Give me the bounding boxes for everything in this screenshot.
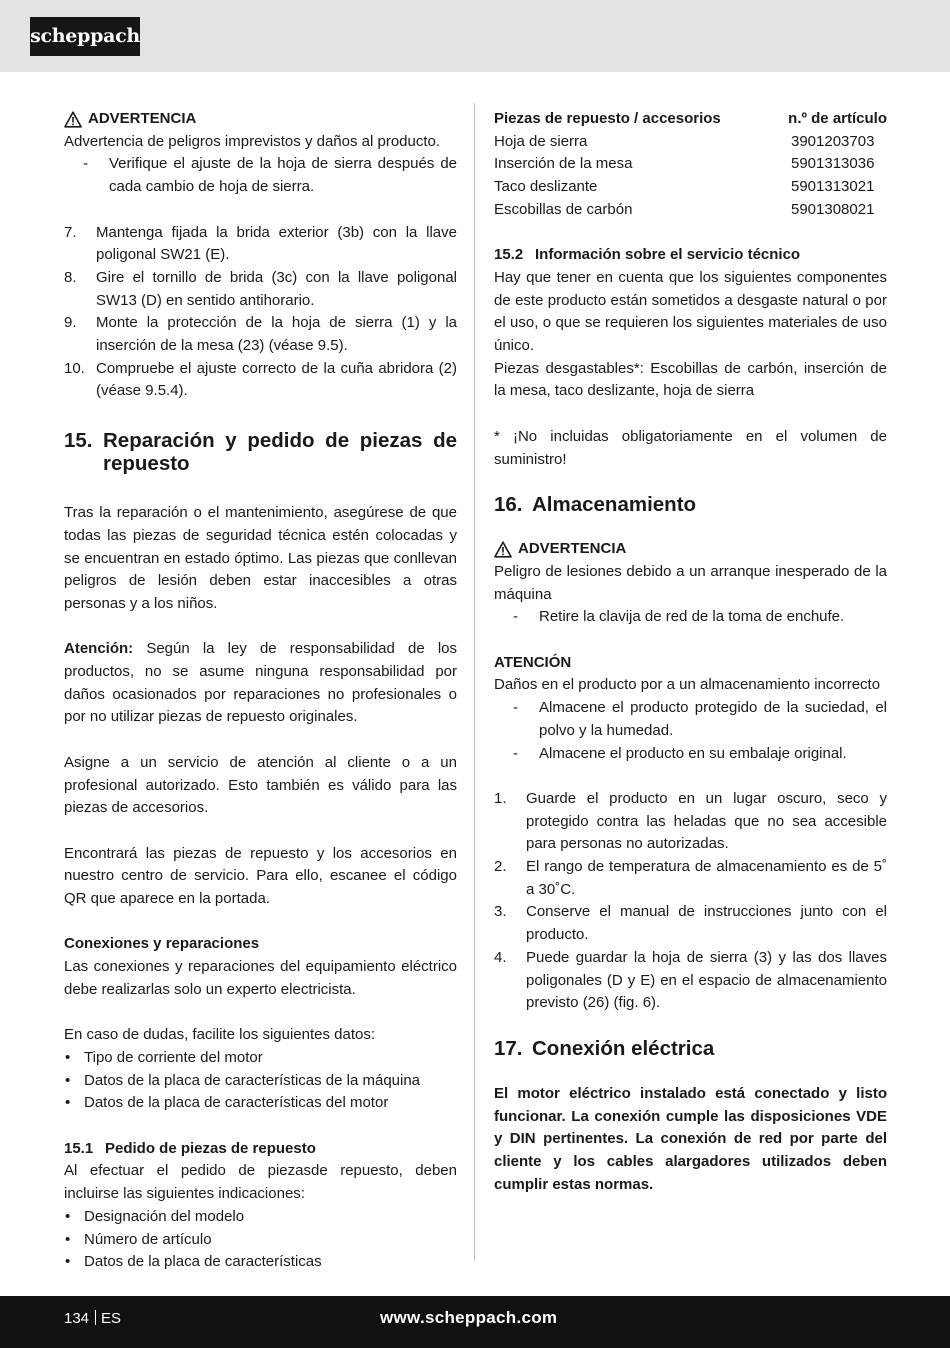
list-item: - Verifique el ajuste de la hoja de sierra después de cada cambio de hoja de sierra. [83, 155, 457, 196]
right-column [494, 108, 887, 1196]
page-number: 134 ES [64, 1310, 122, 1327]
parts-table-header: Piezas de repuesto / accesorios n.º de artículo [494, 110, 887, 127]
warning-heading: ADVERTENCIA [494, 538, 887, 561]
section-heading-17: 17. Conexión eléctrica [494, 1036, 715, 1060]
section-heading-16: 16. Almacenamiento [494, 493, 697, 517]
list-item: - Almacene el producto protegido de la suciedad, el polvo y la humedad. [513, 699, 887, 739]
paragraph: Al efectuar el pedido de piezasde repuesto, deben incluirse las siguientes indicaciones: [64, 1162, 457, 1203]
attention-heading: ATENCIÓN [494, 653, 572, 671]
step-item: 1. Guarde el producto en un lugar oscuro, seco y protegido contra las heladas que no sea accesible para personas no autorizadas. [494, 789, 887, 853]
step-item: 4. Puede guardar la hoja de sierra (3) y las dos llaves poligonales (D y E) en el espacio de almacenamiento previsto (26) (fig. 6). [494, 948, 887, 1012]
bullet-item: • Designación del modelo [65, 1207, 245, 1225]
bullet-item: • Número de artículo [65, 1230, 212, 1248]
page-header [0, 0, 950, 72]
paragraph: Hay que tener en cuenta que los siguientes componentes de este producto están sometidos a desgaste natural o por el uso, o que se requieren los siguientes materiales de uso único. [494, 268, 887, 355]
list-item: - Almacene el producto en su embalaje original. [513, 744, 847, 762]
attention-text: Daños en el producto por a un almacenamiento incorrecto [494, 676, 881, 694]
paragraph: Las conexiones y reparaciones del equipamiento eléctrico debe realizarlas solo un experto electricista. [64, 958, 457, 998]
paragraph: Asigne a un servicio de atención al cliente o a un profesional autorizado. Esto también es válido para las piezas de accesorios. [64, 753, 457, 817]
warning-text: Peligro de lesiones debido a un arranque inesperado de la máquina [494, 562, 887, 603]
connections-heading: Conexiones y reparaciones [64, 935, 260, 953]
column-divider [474, 103, 475, 1261]
warning-triangle-icon [64, 111, 82, 128]
list-item: - Retire la clavija de red de la toma de enchufe. [513, 608, 845, 626]
footnote: * ¡No incluidas obligatoriamente en el volumen de suministro! [494, 427, 887, 468]
attention-paragraph: Atención: Según la ley de responsabilidad de los productos, no se asume ninguna responsabilidad por daños ocasionados por reparaciones no profesionales o por no utilizar piezas de repuesto originales. [64, 640, 457, 726]
page-footer [0, 1296, 950, 1348]
bullet-item: • Tipo de corriente del motor [65, 1048, 263, 1066]
bullet-item: • Datos de la placa de características [65, 1253, 322, 1271]
step-item: 9. Monte la protección de la hoja de sierra (1) y la inserción de la mesa (23) (véase 9.5). [64, 314, 457, 355]
table-row: Hoja de sierra 3901203703 [494, 132, 875, 150]
step-item: 10. Compruebe el ajuste correcto de la cuña abridora (2) (véase 9.5.4). [64, 359, 457, 400]
warning-text: Advertencia de peligros imprevistos y daños al producto. [64, 132, 441, 150]
table-row: Inserción de la mesa 5901313036 [494, 155, 875, 173]
scheppach-logo [30, 17, 140, 56]
table-row: Escobillas de carbón 5901308021 [494, 200, 875, 218]
paragraph: En caso de dudas, facilite los siguientes datos: [64, 1026, 376, 1044]
step-item: 8. Gire el tornillo de brida (3c) con la llave poligonal SW13 (D) en sentido antihorario. [64, 268, 457, 309]
paragraph: Tras la reparación o el mantenimiento, asegúrese de que todas las piezas de seguridad técnica estén colocadas y se encuentran en estado óptimo. Las piezas que conllevan peligros de lesión deben estar inaccesibles a otras personas y a los niños. [64, 504, 457, 612]
warning-heading: ADVERTENCIA [64, 108, 457, 131]
step-item: 3. Conserve el manual de instrucciones junto con el producto. [494, 903, 887, 944]
table-row: Taco deslizante 5901313021 [494, 178, 875, 196]
left-column [64, 108, 457, 1274]
step-item: 7. Mantenga fijada la brida exterior (3b) con la llave poligonal SW21 (E). [64, 223, 457, 264]
logo-text: scheppach [30, 25, 140, 47]
paragraph: Piezas desgastables*: Escobillas de carbón, inserción de la mesa, taco deslizante, hoja de sierra [494, 359, 887, 400]
bullet-item: • Datos de la placa de características del motor [65, 1094, 389, 1112]
bullet-item: • Datos de la placa de características de la máquina [65, 1071, 421, 1089]
subsection-heading-15-1: 15.1 Pedido de piezas de repuesto [64, 1139, 316, 1157]
warning-triangle-icon [494, 541, 512, 558]
section-heading-15: 15. Reparación y pedido de piezas de repuesto [64, 429, 457, 476]
step-item: 2. El rango de temperatura de almacenamiento es de 5˚ a 30˚C. [494, 858, 887, 898]
website-url: www.scheppach.com [380, 1308, 558, 1327]
paragraph: Encontrará las piezas de repuesto y los accesorios en nuestro centro de servicio. Para ello, escanee el código QR que aparece en la portada. [64, 844, 457, 908]
paragraph: El motor eléctrico instalado está conectado y listo funcionar. La conexión cumple las disposiciones VDE y DIN pertinentes. La conexión de red por parte del cliente y los cables alargadores utilizados deben cumplir estas normas. [494, 1084, 887, 1193]
subsection-heading-15-2: 15.2 Información sobre el servicio técnico [494, 246, 801, 264]
